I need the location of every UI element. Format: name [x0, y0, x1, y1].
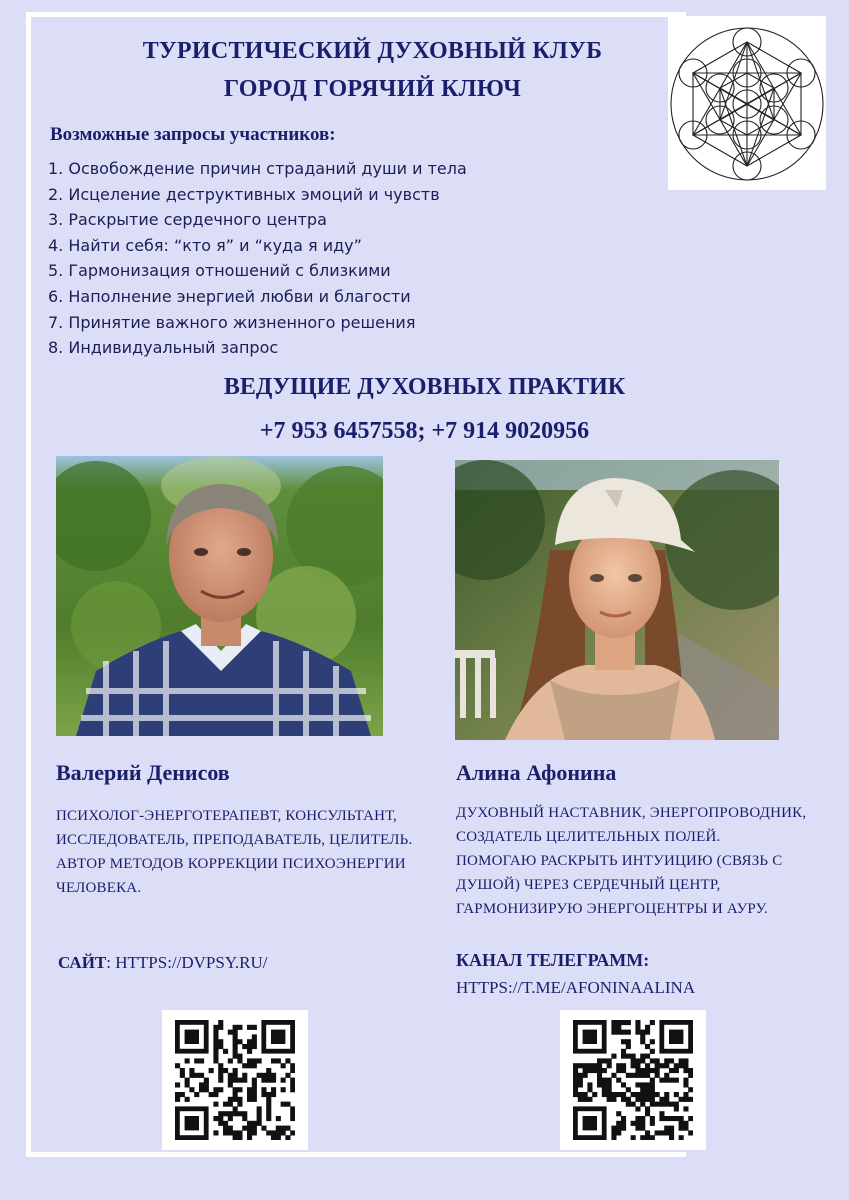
photo-valery [56, 456, 383, 736]
person2-name: Алина Афонина [456, 760, 617, 785]
site-label: САЙТ [58, 953, 107, 972]
list-item: 5. Гармонизация отношений с близкими [48, 261, 391, 281]
list-item: 2. Исцеление деструктивных эмоций и чувств [48, 184, 440, 204]
qr-code-site [162, 1010, 308, 1150]
person1-description: ПСИХОЛОГ-ЭНЕРГОТЕРАПЕВТ, КОНСУЛЬТАНТ, ИССЛЕДОВАТЕЛЬ, ПРЕПОДАВАТЕЛЬ, ЦЕЛИТЕЛЬ. АВТОР МЕТОДОВ КОРРЕКЦИИ ПСИХОЭНЕРГИИ ЧЕЛОВЕКА. [56, 808, 413, 896]
leaders-heading: ВЕДУЩИЕ ДУХОВНЫХ ПРАКТИК [223, 374, 626, 400]
list-item: 7. Принятие важного жизненного решения [48, 312, 416, 332]
photo-alina [455, 460, 779, 740]
list-item: 4. Найти себя: “кто я” и “куда я иду” [48, 235, 362, 255]
telegram-label: КАНАЛ ТЕЛЕГРАММ: [456, 950, 650, 970]
list-item: 6. Наполнение энергией любви и благости [48, 286, 411, 306]
person2-description [456, 801, 826, 921]
requests-heading: Возможные запросы участников: [50, 124, 336, 145]
person1-name: Валерий Денисов [56, 760, 230, 785]
club-title-line2: ГОРОД ГОРЯЧИЙ КЛЮЧ [223, 76, 522, 102]
qr-code-telegram [560, 1010, 706, 1150]
person2-description-line1: ДУХОВНЫЙ НАСТАВНИК, ЭНЕРГОПРОВОДНИК, СОЗДАТЕЛЬ ЦЕЛИТЕЛЬНЫХ ПОЛЕЙ. [456, 805, 807, 845]
site-link[interactable]: : HTTPS://DVPSY.RU/ [106, 953, 268, 972]
contact-phones[interactable]: +7 953 6457558; +7 914 9020956 [259, 418, 590, 444]
telegram-link[interactable]: HTTPS://T.ME/AFONINAALINA [456, 978, 696, 997]
list-item: 1. Освобождение причин страданий души и тела [48, 159, 467, 178]
person1-site[interactable] [58, 953, 268, 973]
club-title-line1: ТУРИСТИЧЕСКИЙ ДУХОВНЫЙ КЛУБ [142, 38, 603, 64]
list-item: 3. Раскрытие сердечного центра [48, 210, 327, 230]
requests-list [48, 156, 467, 361]
list-item: 8. Индивидуальный запрос [48, 338, 279, 358]
person2-description-line2: ПОМОГАЮ РАСКРЫТЬ ИНТУИЦИЮ (СВЯЗЬ С ДУШОЙ) ЧЕРЕЗ СЕРДЕЧНЫЙ ЦЕНТР, ГАРМОНИЗИРУЮ ЭНЕРГОЦЕНТРЫ И АУРУ. [456, 853, 783, 917]
